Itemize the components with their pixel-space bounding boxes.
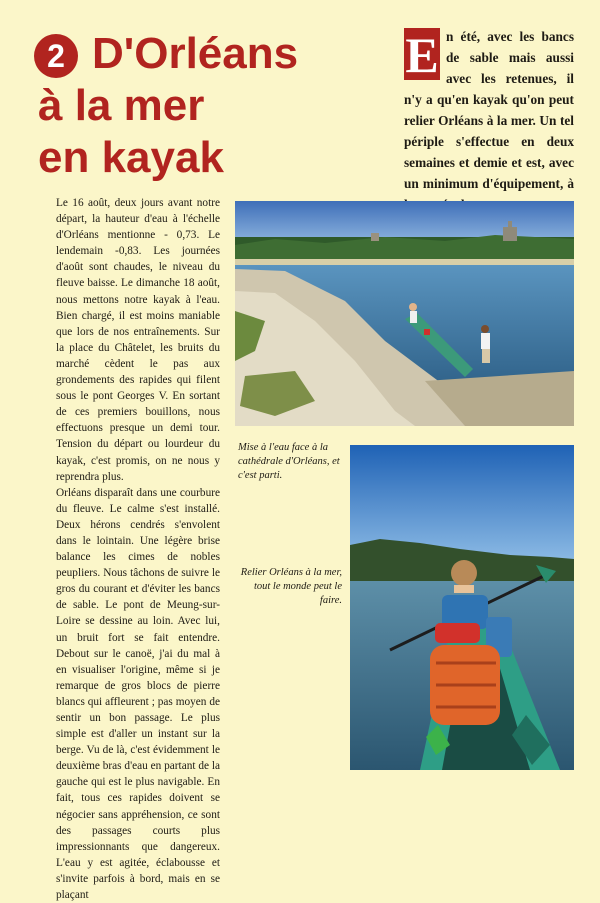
title-line-3: en kayak	[38, 133, 224, 182]
title-line-1: D'Orléans	[92, 29, 299, 78]
caption-photo-2: Relier Orléans à la mer, tout le monde peut le faire.	[240, 567, 342, 606]
badge-number: 2	[47, 38, 65, 74]
article-body	[56, 195, 220, 903]
photo-kayak-launch-image	[235, 201, 574, 426]
page-title	[38, 28, 392, 184]
body-paragraph-2: Orléans disparaît dans une courbure du fleuve. Le calme s'est installé. Deux hérons cendrés s'envolent dans le lointain. Une légère brise balance les cimes de nobles peupliers. Nous tâchons de suivre le gros du courant et d'éviter les bancs de sable. Le pont de Meung-sur-Loire se dessine au loin. Avec lui, un bruit fort se fait entendre. Debout sur le canoë, j'ai du mal à en visualiser l'origine, même si je remarque de gros blocs de pierre blancs qui affleurent ; pas moyen de sentir un bon passage. Le plus simple est d'aller un instant sur la berge. Vu de là, c'est évidemment le deuxième bras d'eau en partant de la gauche qui est le plus navigable. En fait, tous ces rapides doivent se négocier sans appréhension, ce sont des passages courts plus impressionnants que dangereux. L'eau y est agitée, éclabousse et s'invite parfois à bord, mais en se plaçant	[56, 486, 220, 902]
caption-photo-1: Mise à l'eau face à la cathédrale d'Orléans, et c'est parti.	[238, 442, 340, 481]
photo-kayak-paddling-image	[350, 445, 574, 770]
intro-text: n été, avec les bancs de sable mais aussi avec les retenues, il n'y a qu'en kayak qu'on peut relier Orléans à la mer. Un tel périple s'effectue en deux semaines et demie et est, avec un minimum d'équipement, à	[404, 29, 574, 191]
intro-paragraph	[404, 26, 574, 215]
title-line-2: à la mer	[38, 81, 205, 130]
section-number-badge	[34, 34, 78, 78]
photo-kayak-paddling	[350, 445, 574, 770]
drop-cap: E	[405, 27, 439, 83]
body-paragraph-1: Le 16 août, deux jours avant notre départ, la hauteur d'eau à l'échelle d'Orléans mentionne - 0,73. Le lendemain -0,83. Les journées d'août sont chaudes, le niveau du fleuve baisse. Le dimanche 18 août, nous mettons notre kayak à l'eau. Bien chargé, il est moins maniable que lors de nos entraînements. Sur la place du Châtelet, les bruits du marché cèdent le pas aux grondements des rapides qui filent sous le pont Georges V. En sortant de ces premiers bouillons, nous effectuons presque un demi tour. Tension du départ ou lourdeur du kayak, c'est promis, on ne nous y reprendra plus.	[56, 197, 220, 483]
photo-kayak-launch	[235, 201, 574, 426]
